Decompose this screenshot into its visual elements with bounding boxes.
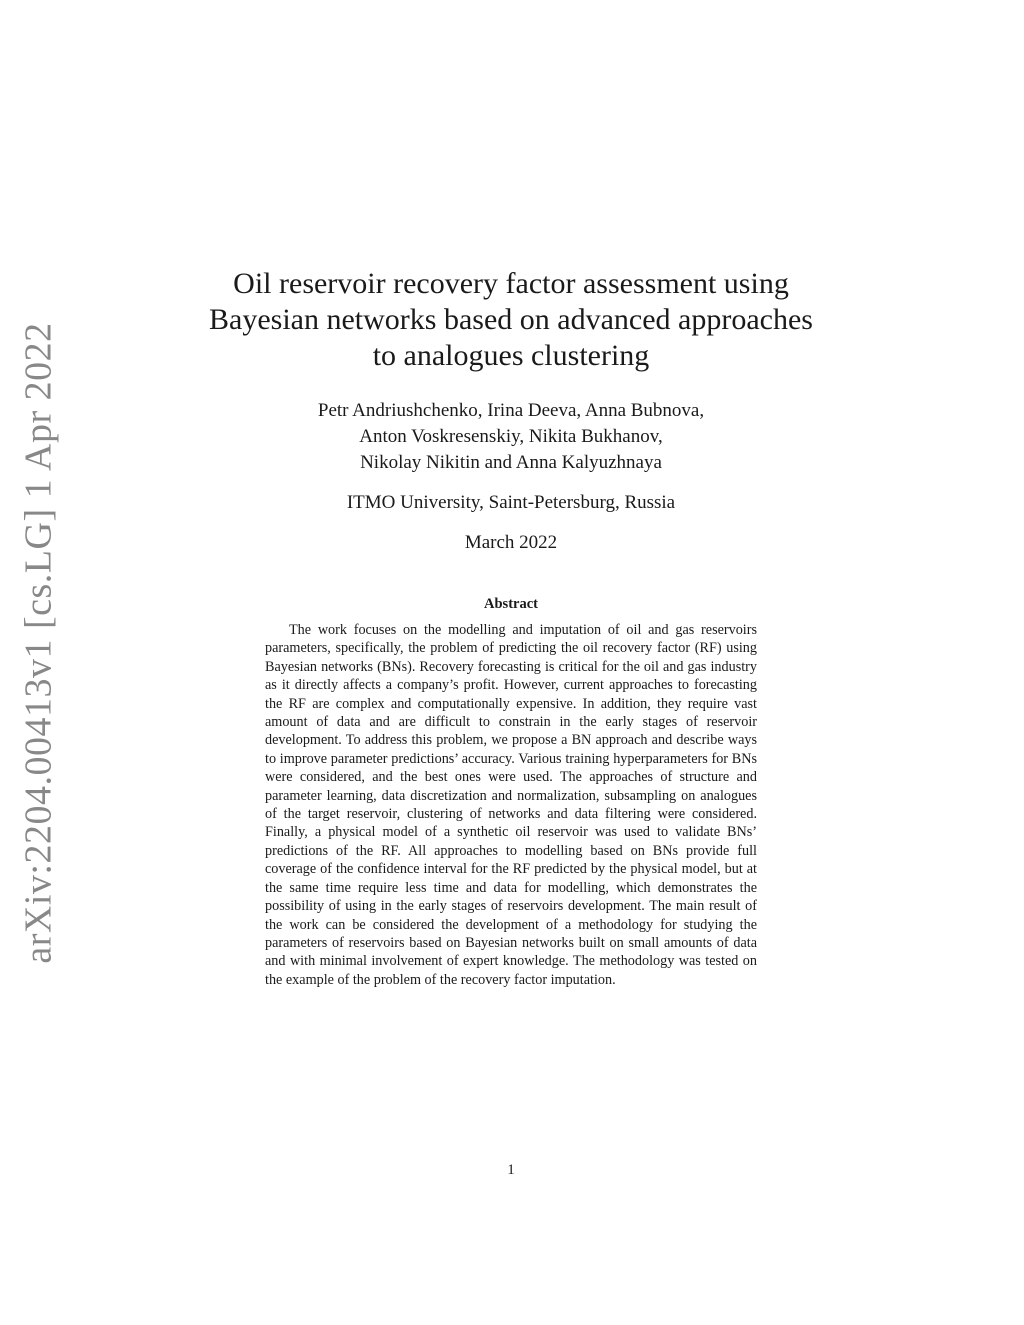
title-line-1: Oil reservoir recovery factor assessment using (233, 267, 789, 300)
author-line-3: Nikolay Nikitin and Anna Kalyuzhnaya (360, 452, 662, 473)
title-line-2: Bayesian networks based on advanced approaches (209, 303, 813, 336)
publication-date: March 2022 (464, 532, 558, 553)
abstract-heading: Abstract (484, 596, 538, 612)
arxiv-identifier-text: arXiv:2204.00413v1 [cs.LG] 1 Apr 2022 (18, 321, 61, 964)
title-line-3: to analogues clustering (372, 339, 650, 372)
abstract-body: The work focuses on the modelling and imputation of oil and gas reservoirs parameters, specifically, the problem of predicting the oil recovery factor (RF) using Bayesian networks (BNs). Recovery forecasting is critical for the oil and gas industry as it directly affects a company’s profit. However, current approaches to forecasting the RF are complex and computationally expensive. In addition, they require vast amount of data and are difficult to constrain in the early stages of reservoir development. To address this problem, we propose a BN approach and describe ways to improve parameter predictions’ accuracy. Various training hyperparameters for BNs were considered, and the best ones were used. The approaches of structure and parameter learning, data discretization and normalization, subsampling on analogues of the target reservoir, clustering of networks and data filtering were considered. Finally, a physical model of a synthetic oil reservoir was used to validate BNs’ predictions of the RF. All approaches to modelling based on BNs provide full coverage of the confidence interval for the RF predicted by the physical model, but at the same time require less time and data for modelling, which demonstrates the possibility of using in the early stages of reservoirs development. The main result of the work can be considered the development of a methodology for studying the parameters of reservoirs based on Bayesian networks built on small amounts of data and with minimal involvement of expert knowledge. The methodology was tested on the example of the problem of the recovery factor imputation. (265, 622, 757, 988)
author-line-2: Anton Voskresenskiy, Nikita Bukhanov, (359, 426, 663, 447)
arxiv-identifier-stamp (10, 321, 68, 964)
page-number: 1 (507, 1162, 515, 1178)
author-list (200, 398, 822, 476)
paper-title (200, 266, 822, 374)
affiliation: ITMO University, Saint-Petersburg, Russia (346, 492, 676, 513)
author-line-1: Petr Andriushchenko, Irina Deeva, Anna Bubnova, (317, 400, 705, 421)
